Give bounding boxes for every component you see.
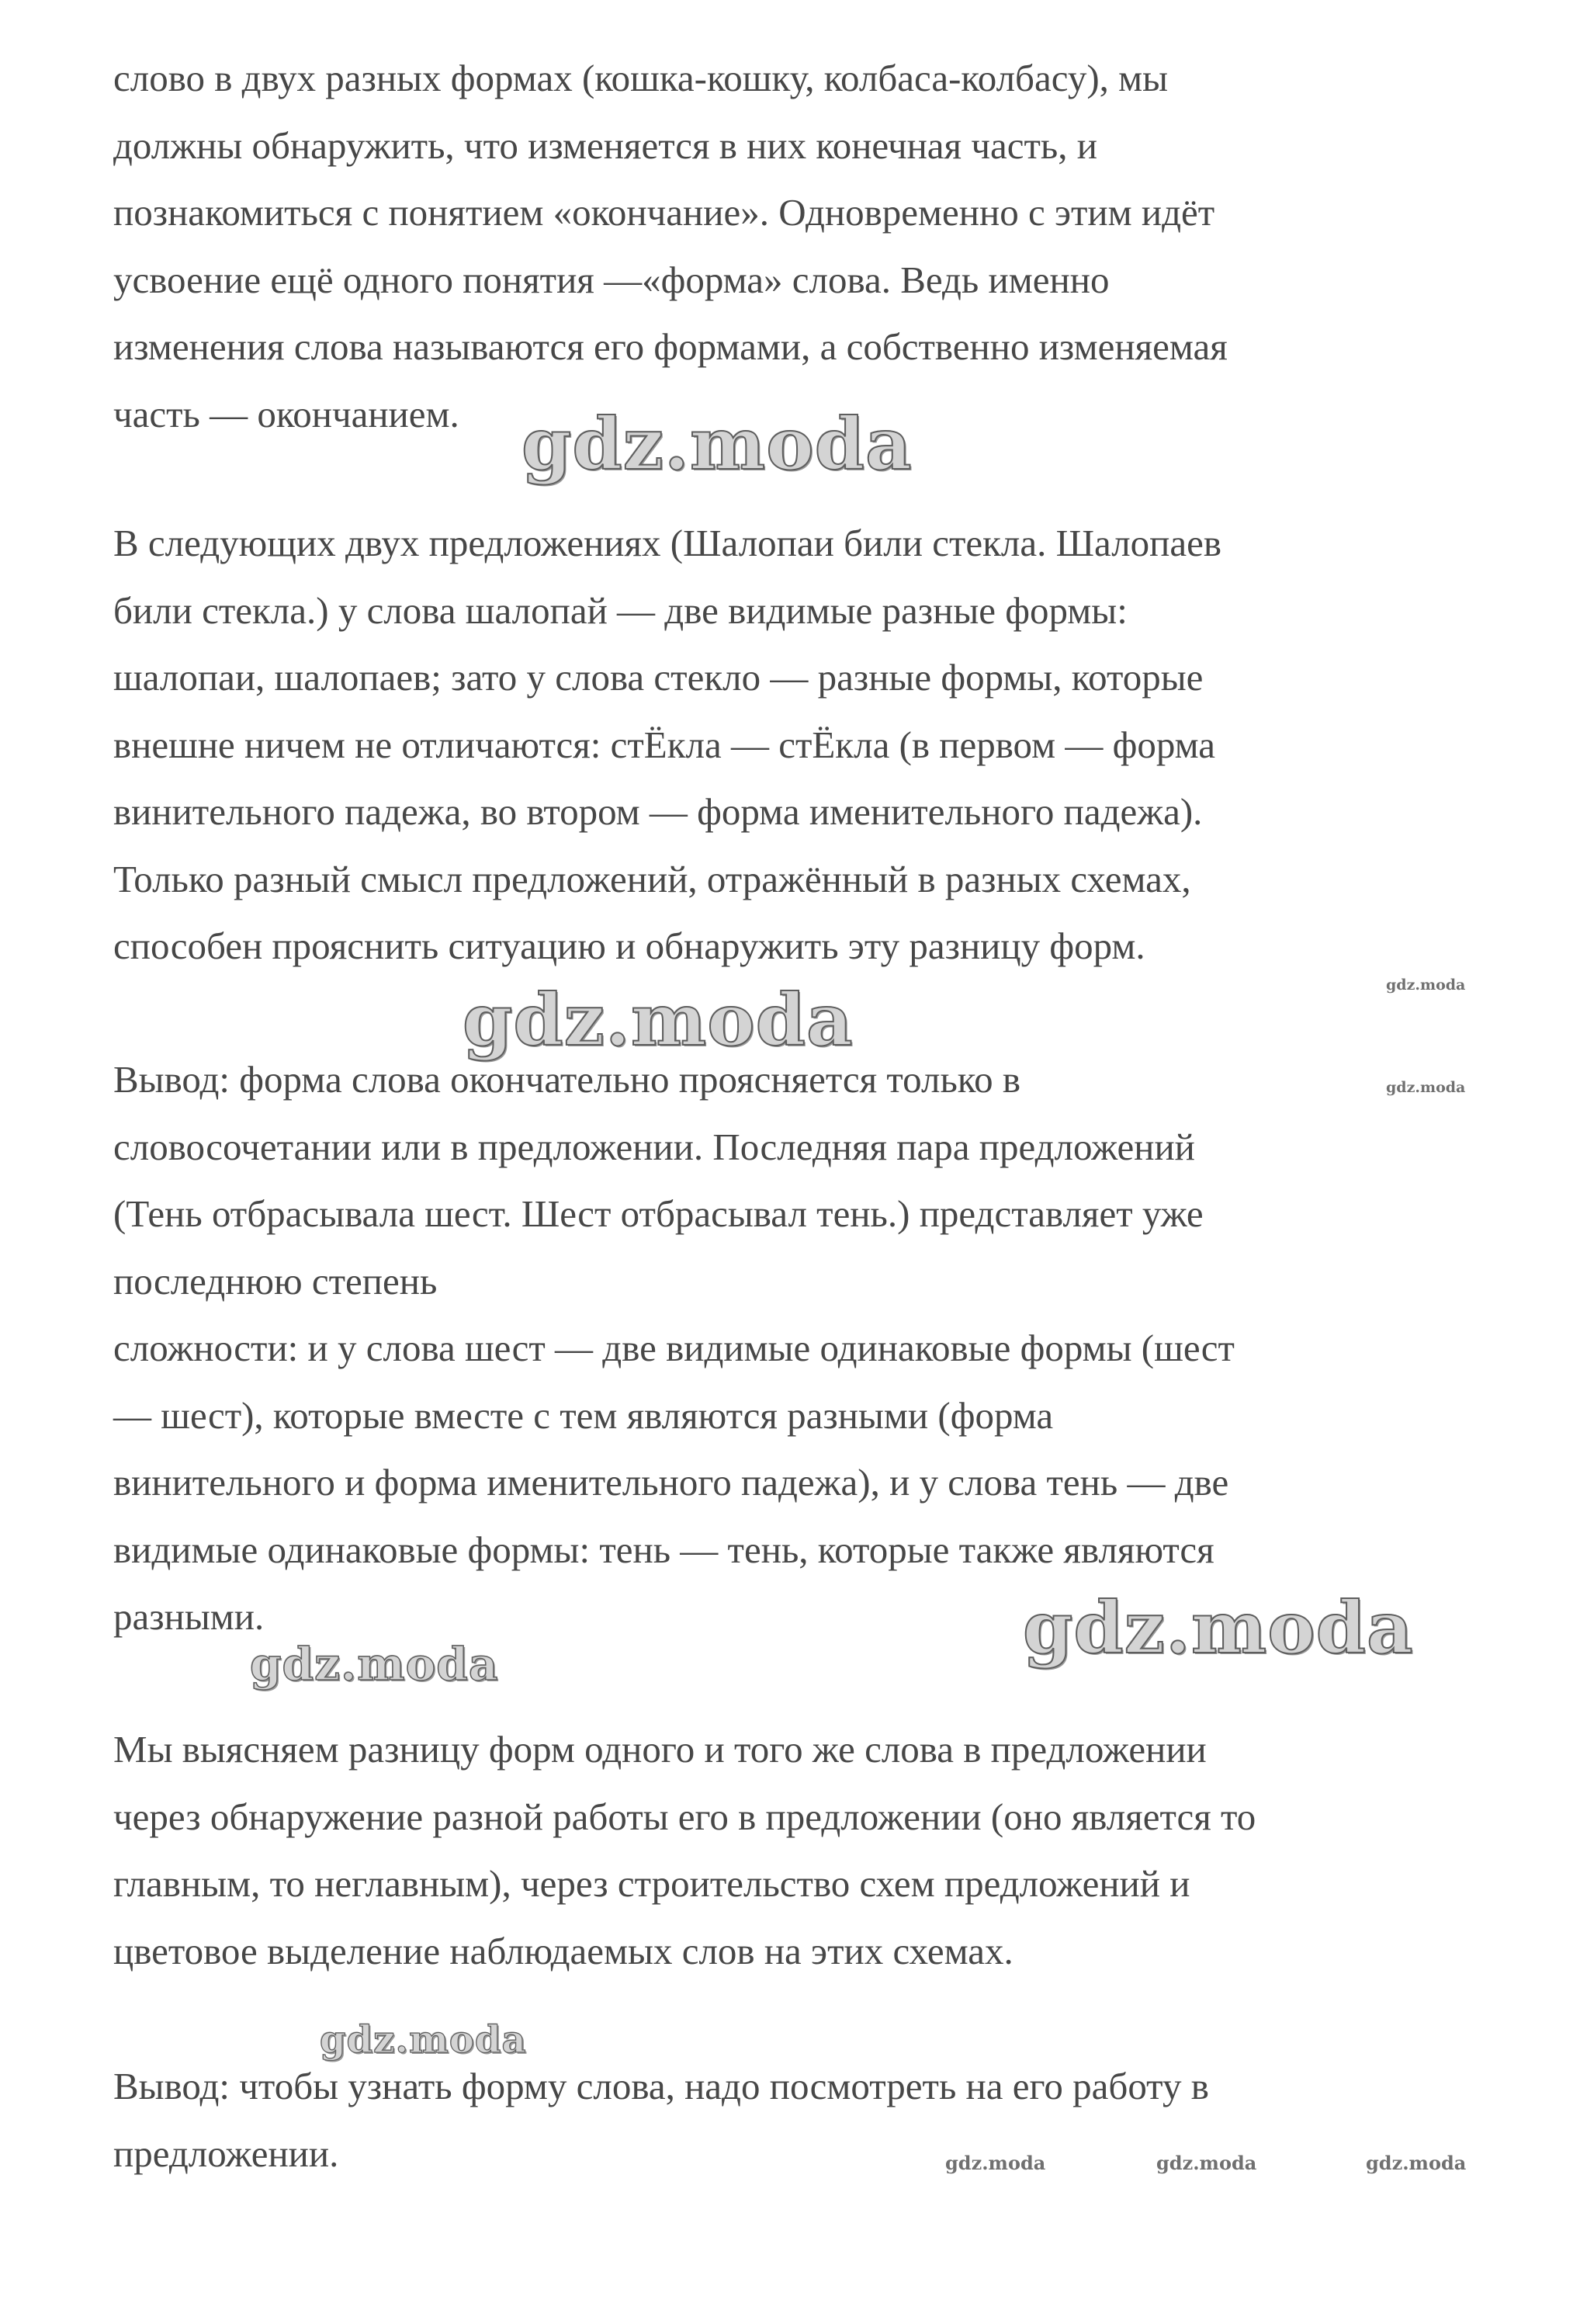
- watermark-small: gdz.moda: [1386, 976, 1466, 994]
- text-line: били стекла.) у слова шалопай — две видимые разные формы:: [113, 588, 1128, 632]
- text-line: Вывод: чтобы узнать форму слова, надо посмотреть на его работу в: [113, 2065, 1209, 2107]
- text-line: слово в двух разных формах (кошка-кошку, колбаса-колбасу), мы: [113, 57, 1169, 99]
- text-line: винительного падежа, во втором — форма именительного падежа).: [113, 790, 1203, 833]
- text-line: изменения слова называются его формами, а собственно изменяемая: [113, 325, 1228, 368]
- text-line: усвоение ещё одного понятия —«форма» слова. Ведь именно: [113, 258, 1110, 301]
- watermark-small: gdz.moda: [1156, 2152, 1257, 2174]
- text-line: познакомиться с понятием «окончание». Одновременно с этим идёт: [113, 191, 1215, 234]
- text-line: (Тень отбрасывала шест. Шест отбрасывал тень.) представляет уже: [113, 1192, 1204, 1235]
- text-line: Только разный смысл предложений, отражённый в разных схемах,: [113, 857, 1191, 900]
- text-line: должны обнаружить, что изменяется в них конечная часть, и: [113, 123, 1097, 167]
- text-line: — шест), которые вместе с тем являются разными (форма: [113, 1393, 1054, 1437]
- watermark: gdz.moda: [250, 1638, 499, 1691]
- text-line: винительного и форма именительного падежа), и у слова тень — две: [113, 1461, 1229, 1504]
- text-line: способен прояснить ситуацию и обнаружить эту разницу форм.: [113, 924, 1145, 967]
- watermark-small: gdz.moda: [1386, 1079, 1466, 1096]
- watermark-small: gdz.moda: [1366, 2152, 1467, 2174]
- paragraph-conclusion-1: [113, 1046, 1495, 1651]
- text-line: словосочетании или в предложении. Последняя пара предложений: [113, 1125, 1195, 1168]
- text-line: цветовое выделение наблюдаемых слов на этих схемах.: [113, 1929, 1013, 1972]
- watermark: gdz.moda: [463, 978, 854, 1062]
- paragraph-method: [113, 1716, 1495, 1985]
- text-line: сложности: и у слова шест — две видимые одинаковые формы (шест: [113, 1327, 1235, 1369]
- paragraph-forms-intro: [113, 45, 1495, 448]
- text-line: Мы выясняем разницу форм одного и того же слова в предложении: [113, 1728, 1207, 1771]
- text-line: последнюю степень: [113, 1259, 438, 1302]
- text-line: предложении.: [113, 2131, 339, 2175]
- watermark: gdz.moda: [521, 402, 913, 486]
- paragraph-conclusion-2: [113, 2053, 1495, 2187]
- text-line: Вывод: форма слова окончательно проясняется только в: [113, 1058, 1021, 1101]
- text-line: В следующих двух предложениях (Шалопаи били стекла. Шалопаев: [113, 522, 1222, 564]
- watermark: gdz.moda: [320, 2018, 527, 2062]
- text-line: главным, то неглавным), через строительство схем предложений и: [113, 1862, 1190, 1905]
- text-line: часть — окончанием.: [113, 392, 459, 435]
- text-line: через обнаружение разной работы его в предложении (оно является то: [113, 1795, 1256, 1838]
- paragraph-shalopai-example: [113, 510, 1495, 980]
- text-line: шалопаи, шалопаев; зато у слова стекло — разные формы, которые: [113, 656, 1204, 699]
- watermark-small: gdz.moda: [945, 2152, 1046, 2174]
- text-line: внешне ничем не отличаются: стЁкла — стЁкла (в первом — форма: [113, 723, 1216, 766]
- text-line: видимые одинаковые формы: тень — тень, которые также являются: [113, 1528, 1214, 1571]
- text-line: разными.: [113, 1595, 265, 1638]
- watermark: gdz.moda: [1023, 1586, 1414, 1670]
